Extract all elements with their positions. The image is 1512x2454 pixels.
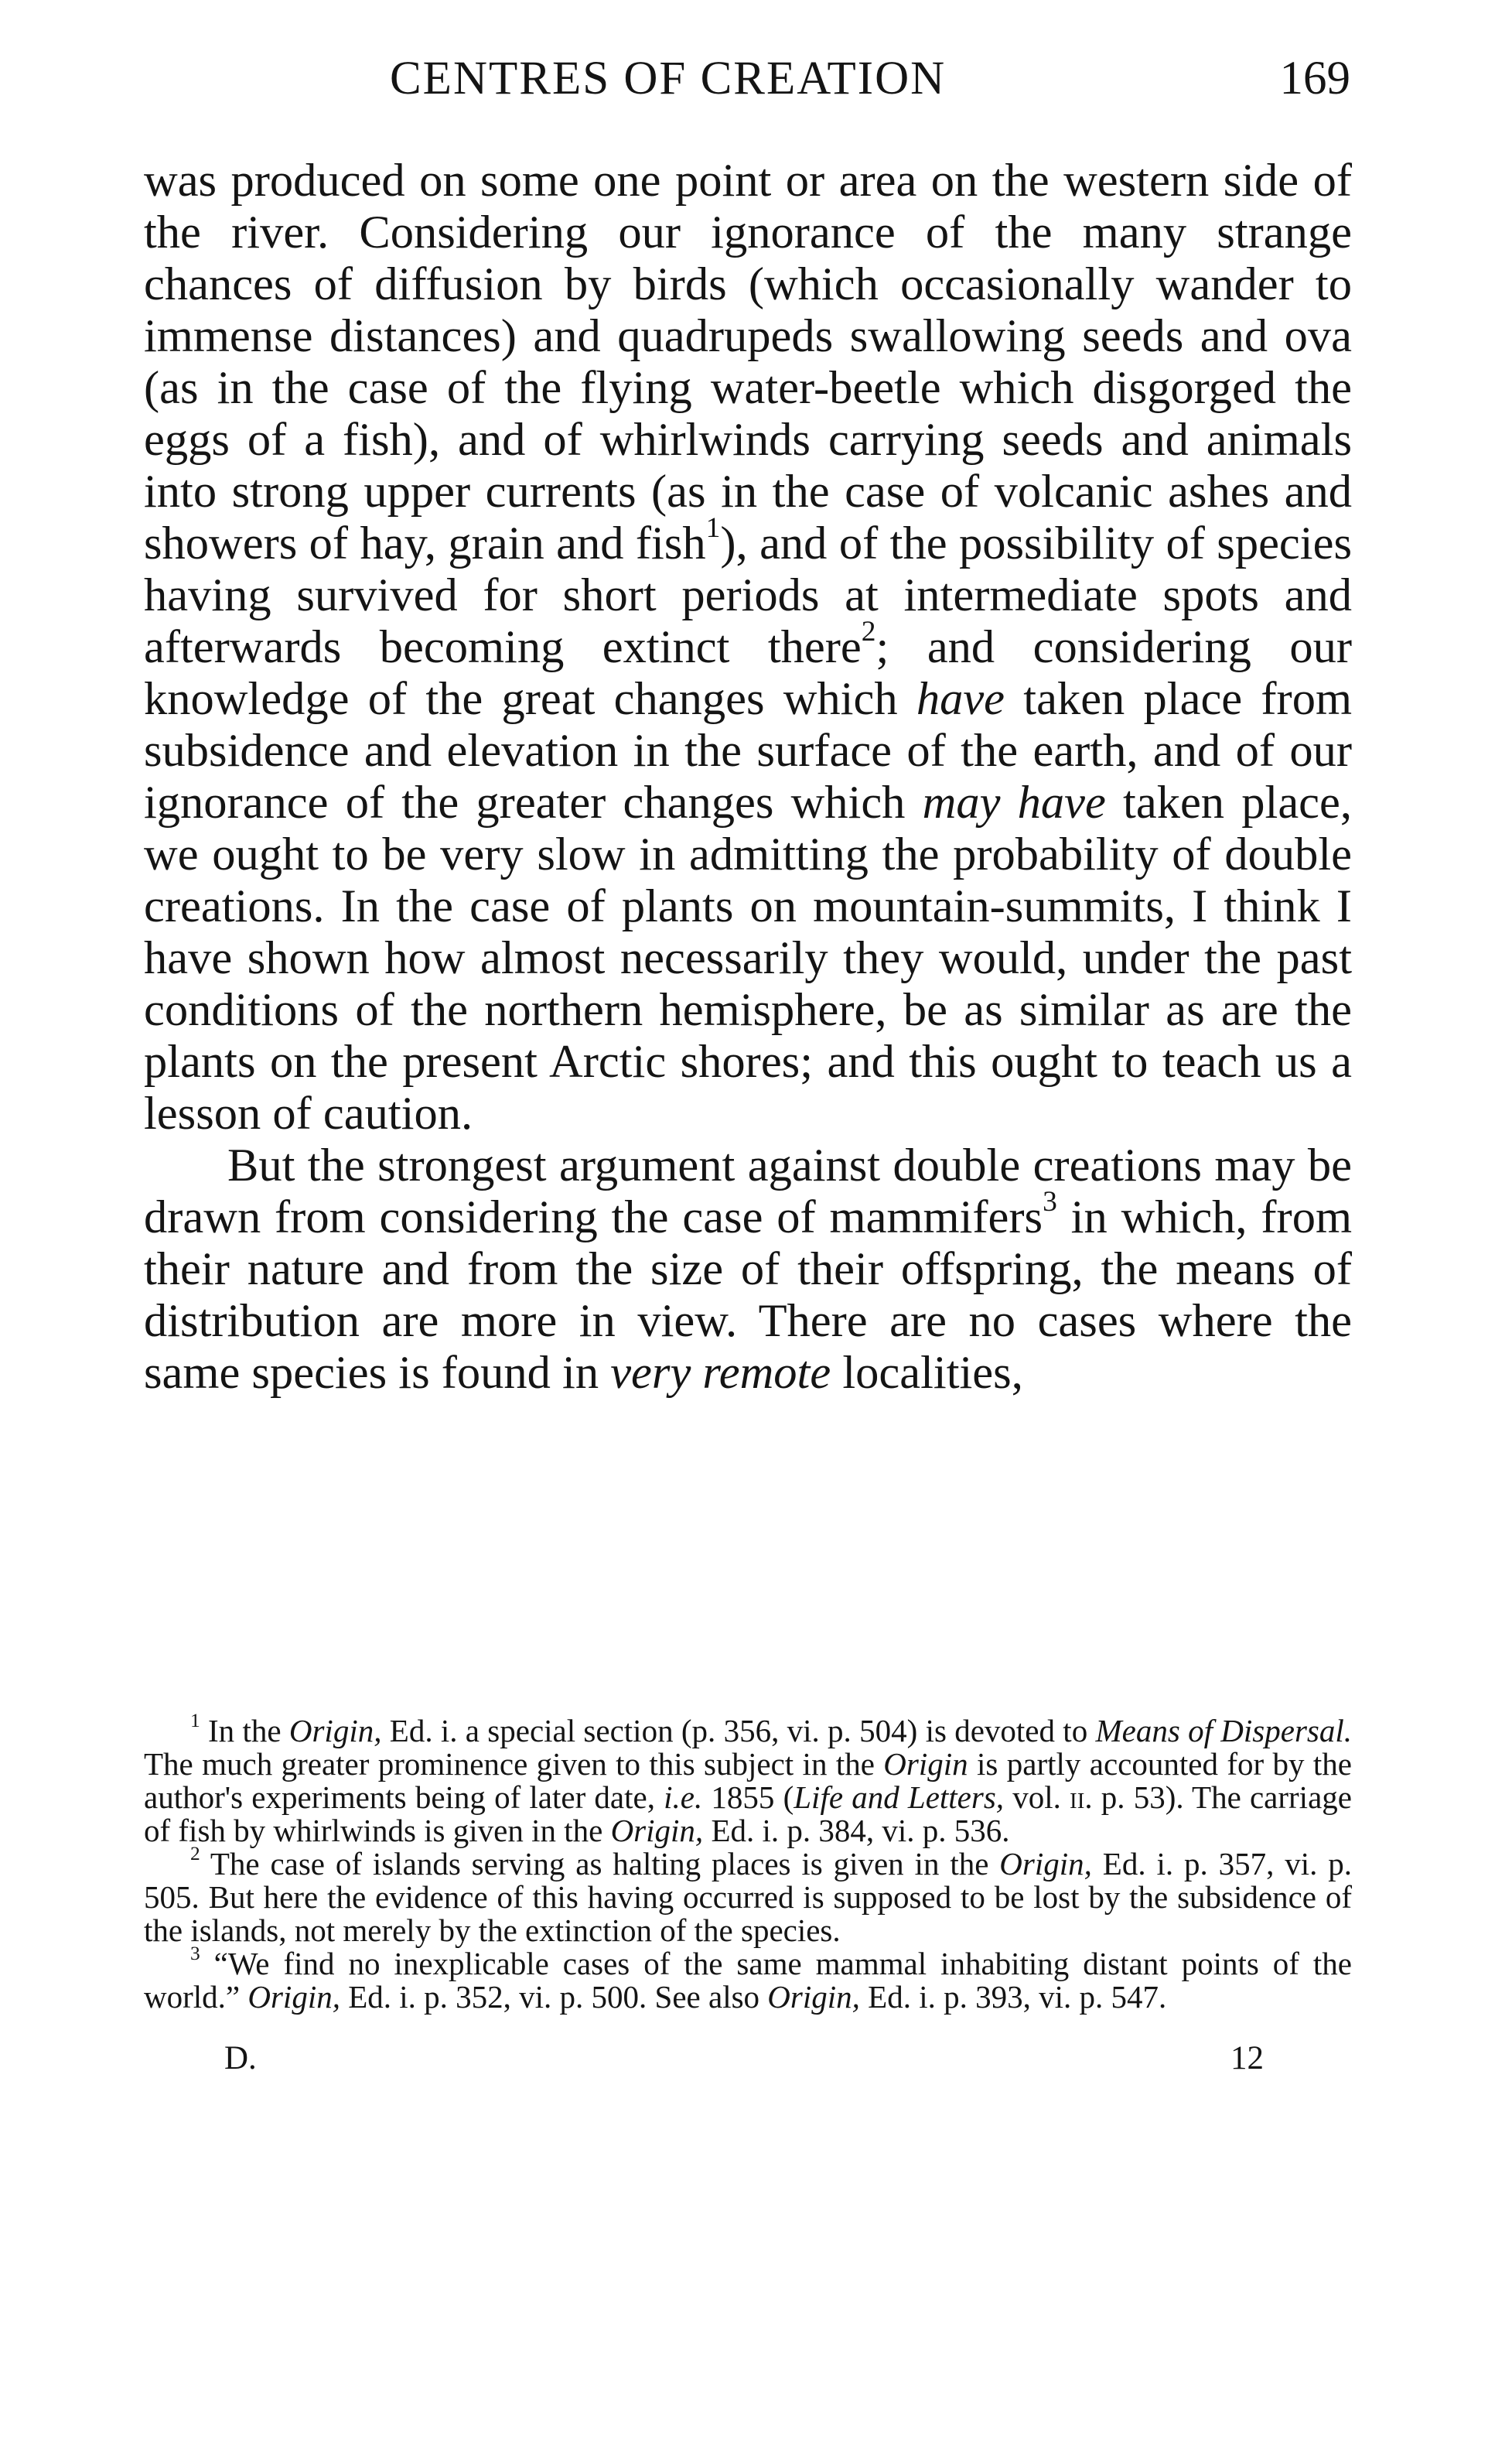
page-header [144, 48, 1350, 110]
running-head: CENTRES OF CREATION [390, 53, 947, 104]
main-text [144, 155, 1352, 1399]
footnote-ref-2: 2 [861, 615, 876, 648]
paragraph-1: was produced on some one point or area on the western side of the river. Considering our ignorance of the many strange chances of diffusion by birds (which occasionally wander to immense distances) and quadrupeds swallowing seeds and ova (as in the case of the flying water-beetle which disgorged the eggs of a fish), and of whirlwinds carrying seeds and animals into strong upper currents (as in the case of volcanic ashes and showers of hay, grain and fish$^1$), and of the possibility of species having survived for short periods at intermediate spots and afterwards becoming extinct there$^2$; and considering our knowledge of the great changes which have taken place from subsidence and elevation in the surface of the earth, and of our ignorance of the greater changes which may have taken place, we ought to be very slow in admitting the probability of double creations. In the case of plants on mountain-summits, I think I have shown how almost necessarily they would, under the past conditions of the northern hemisphere, be as similar as are the plants on the present Arctic shores; and this ought to teach us a lesson of caution. [144, 155, 1353, 1140]
footnote-ref-1: 1 [705, 511, 721, 544]
paragraph-2: But the strongest argument against double creations may be drawn from considering the case of mammifers$^3$ in which, from their nature and from the size of their offspring, the means of distribution are more in view. There are no cases where the same species is found in very remote localities, [144, 1140, 1353, 1399]
footnote-2: $^2$ The case of islands serving as halting places is given in the Origin, Ed. i. p. 357, vi. p. 505. But here the evidence of this having occurred is supposed to be lost by the subsidence of the islands, not merely by the extinction of the species. [144, 1842, 1352, 1948]
page-footer [0, 2035, 1512, 2082]
page-number: 169 [1279, 53, 1350, 104]
footnotes [144, 1709, 1353, 2015]
sheet-number: 12 [1230, 2040, 1264, 2076]
footnote-1: $^1$ In the Origin, Ed. i. a special section (p. 356, vi. p. 504) is devoted to Means of Dispersal. The much greater prominence given to this subject in the Origin is partly accounted for by the author's experiments being of later date, i.e. 1855 (Life and Letters, vol. ii. p. 53). The carriage of fish by whirlwinds is given in the Origin, Ed. i. p. 384, vi. p. 536. [144, 1709, 1353, 1848]
footnote-3: $^3$ “We find no inexplicable cases of the same mammal inhabiting distant points of the world.” Origin, Ed. i. p. 352, vi. p. 500. See also Origin, Ed. i. p. 393, vi. p. 547. [144, 1942, 1352, 2015]
signature-mark: D. [224, 2040, 257, 2076]
footnote-ref-3: 3 [1043, 1185, 1057, 1218]
